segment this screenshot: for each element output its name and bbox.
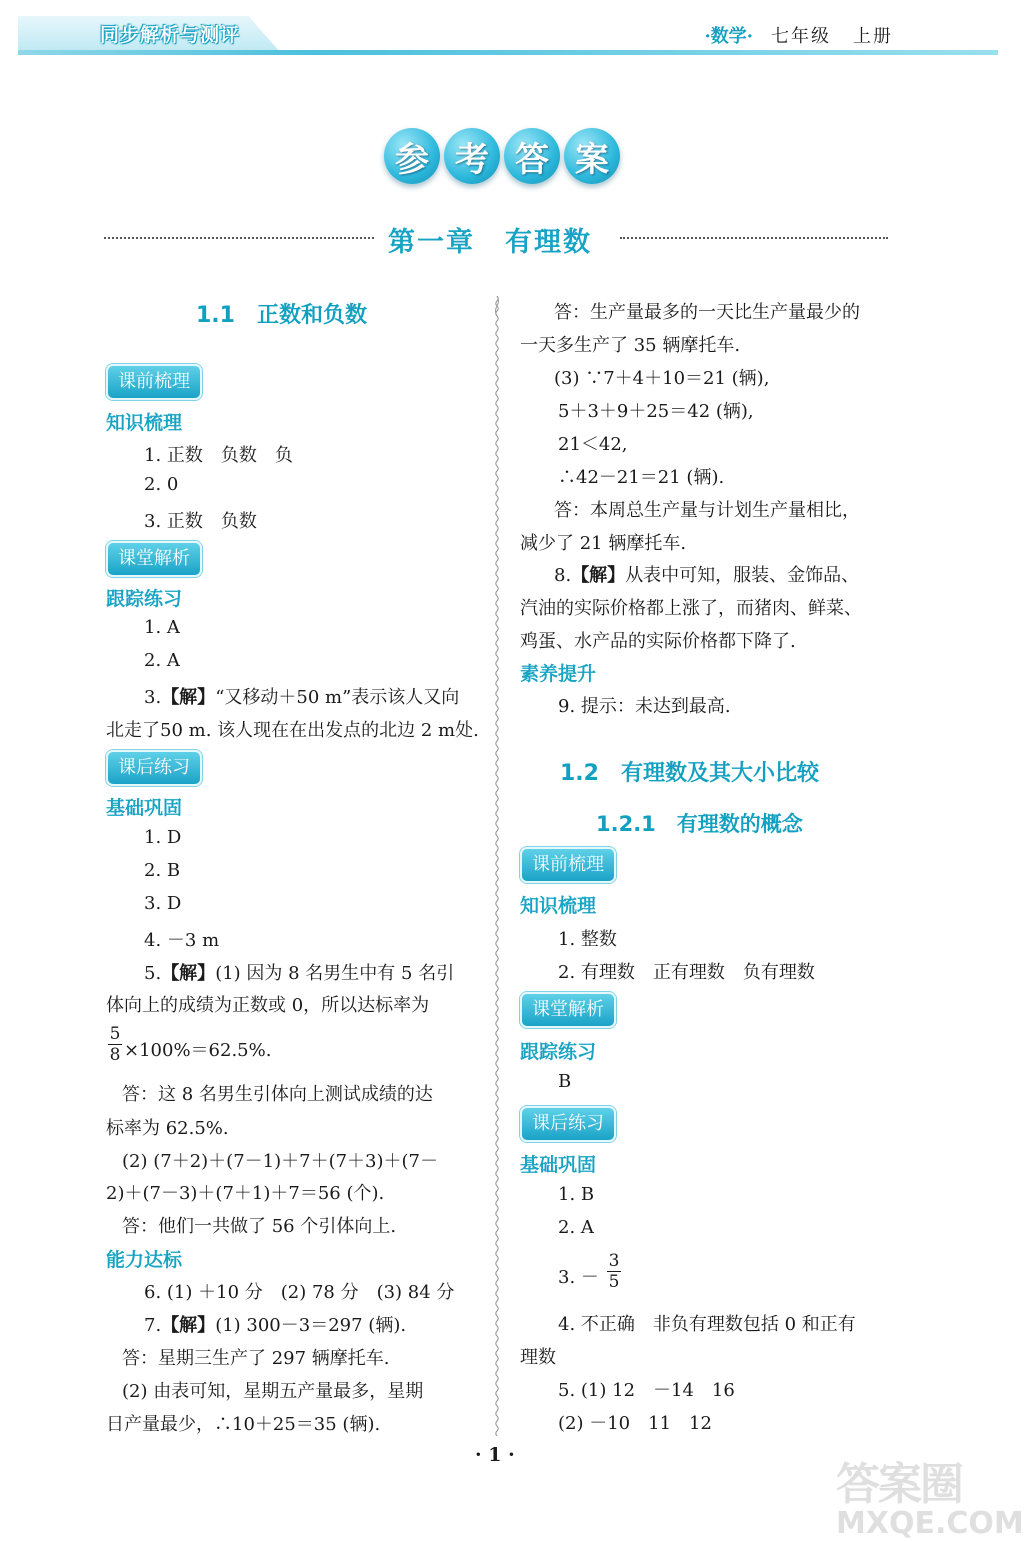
answer-line <box>144 1311 406 1337</box>
answer-line: 答：生产量最多的一天比生产量最少的 <box>554 302 860 323</box>
answer-line: 3. － <box>558 1267 599 1288</box>
answer-line: B <box>558 1071 572 1092</box>
answer-line: 理数 <box>520 1347 556 1368</box>
header-series-title: 同步解析与测评 <box>100 24 241 46</box>
subsection-heading: 素养提升 <box>520 663 597 685</box>
page-number: · 1 · <box>475 1444 515 1466</box>
answer-line: ×100%＝62.5%. <box>124 1040 272 1061</box>
question-number: 5. <box>144 963 162 984</box>
fraction-numerator: 3 <box>608 1251 620 1271</box>
page-title <box>384 128 624 188</box>
answer-line: 汽油的实际价格都上涨了，而猪肉、鲜菜、 <box>520 598 862 619</box>
subsection-title: 1.2.1 有理数的概念 <box>596 812 803 836</box>
answer-line <box>144 959 454 985</box>
answer-line: (3) ∵7＋4＋10＝21 (辆), <box>554 368 770 389</box>
answer-line: 1. 整数 <box>558 929 617 950</box>
chapter-heading <box>388 220 592 259</box>
subsection-heading: 知识梳理 <box>106 412 183 434</box>
answer-line: 2)＋(7－3)＋(7＋1)＋7＝56 (个). <box>106 1183 385 1204</box>
header-subject: ·数学· <box>704 26 753 47</box>
section-heading: 1.1 正数和负数 <box>196 303 367 328</box>
subsection-heading: 基础巩固 <box>520 1154 597 1176</box>
chapter-dotted-rule-left <box>104 237 374 239</box>
answer-line: 1. A <box>144 617 180 638</box>
answer-line: 4. 不正确 非负有理数包括 0 和正有 <box>558 1314 856 1335</box>
header-rule <box>18 50 998 55</box>
subsection-heading: 跟踪练习 <box>106 588 183 610</box>
answer-line: 3. 正数 负数 <box>144 511 257 532</box>
answer-line: 1. D <box>144 827 182 848</box>
solution-marker: 【解】 <box>161 687 216 708</box>
answer-line: 5. (1) 12 －14 16 <box>558 1380 735 1401</box>
chapter-dotted-rule-right <box>620 237 888 239</box>
answer-line: 答：他们一共做了 56 个引体向上. <box>122 1216 397 1237</box>
fraction <box>607 1251 621 1292</box>
solution-marker: 【解】 <box>571 565 626 586</box>
answer-line: 标率为 62.5%. <box>106 1118 229 1139</box>
answer-line: 2. 有理数 正有理数 负有理数 <box>558 962 815 983</box>
answer-line: 减少了 21 辆摩托车. <box>520 533 687 554</box>
answer-line: 9. 提示：未达到最高. <box>558 696 731 717</box>
subsection-heading: 基础巩固 <box>106 797 183 819</box>
answer-line <box>144 683 459 709</box>
solution-marker: 【解】 <box>161 963 216 984</box>
answer-text: “又移动＋50 m”表示该人又向 <box>215 687 460 708</box>
answer-line: 1. 正数 负数 负 <box>144 445 293 466</box>
answer-line: (2) 由表可知，星期五产量最多，星期 <box>122 1381 424 1402</box>
watermark-url: MXQE.COM <box>836 1506 1024 1541</box>
answer-line: (2) (7＋2)＋(7－1)＋7＋(7＋3)＋(7－ <box>122 1151 438 1172</box>
header-book-info <box>704 22 893 48</box>
answer-line: 3. D <box>144 893 182 914</box>
question-number: 8. <box>554 565 572 586</box>
section-heading: 1.2 有理数及其大小比较 <box>560 761 819 786</box>
column-divider <box>494 296 500 1436</box>
solution-marker: 【解】 <box>161 1315 216 1336</box>
section-tag: 课后练习 <box>106 750 202 786</box>
watermark-logo <box>836 1448 1024 1541</box>
section-tag: 课前梳理 <box>520 847 616 883</box>
answer-line: 2. A <box>558 1217 594 1238</box>
answer-line: ∴42－21＝21 (辆). <box>558 467 725 488</box>
answer-line: 2. 0 <box>144 474 179 495</box>
title-char: 考 <box>444 128 500 184</box>
fraction-denominator: 8 <box>109 1045 121 1065</box>
answer-line: 答：星期三生产了 297 辆摩托车. <box>122 1348 390 1369</box>
title-char: 案 <box>564 128 620 184</box>
answer-line: (2) －10 11 12 <box>558 1413 712 1434</box>
watermark-title: 答案圈 <box>836 1459 962 1510</box>
answer-text: (1) 300－3＝297 (辆). <box>215 1315 407 1336</box>
chapter-name: 有理数 <box>505 227 592 258</box>
header-grade: 七年级 <box>771 26 831 47</box>
answer-line: 体向上的成绩为正数或 0，所以达标率为 <box>106 995 430 1016</box>
section-tag: 课后练习 <box>520 1106 616 1142</box>
answer-line: 日产量最少，∴10＋25＝35 (辆). <box>106 1414 381 1435</box>
title-char: 答 <box>504 128 560 184</box>
answer-line: 2. B <box>144 860 181 881</box>
question-number: 3. <box>144 687 162 708</box>
fraction-numerator: 5 <box>109 1024 121 1044</box>
fraction <box>108 1024 122 1065</box>
answer-line: 鸡蛋、水产品的实际价格都下降了. <box>520 631 796 652</box>
answer-text: (1) 因为 8 名男生中有 5 名引 <box>215 963 455 984</box>
section-tag: 课堂解析 <box>520 992 616 1028</box>
section-tag: 课前梳理 <box>106 364 202 400</box>
answer-line: 6. (1) ＋10 分 (2) 78 分 (3) 84 分 <box>144 1282 455 1303</box>
question-number: 7. <box>144 1315 162 1336</box>
answer-line: 一天多生产了 35 辆摩托车. <box>520 335 741 356</box>
title-char: 参 <box>384 128 440 184</box>
answer-line: 4. －3 m <box>144 930 220 951</box>
answer-line: 答：本周总生产量与计划生产量相比， <box>554 500 860 521</box>
subsection-heading: 能力达标 <box>106 1249 183 1271</box>
answer-line: 2. A <box>144 650 180 671</box>
answer-line: 5＋3＋9＋25＝42 (辆), <box>558 401 754 422</box>
answer-text: 从表中可知，服装、金饰品、 <box>625 565 860 586</box>
subsection-heading: 知识梳理 <box>520 895 597 917</box>
subsection-heading: 跟踪练习 <box>520 1041 597 1063</box>
answer-line: 21＜42, <box>558 434 628 455</box>
answer-line <box>554 561 859 587</box>
answer-line: 答：这 8 名男生引体向上测试成绩的达 <box>122 1084 433 1105</box>
fraction-denominator: 5 <box>608 1272 620 1292</box>
answer-line: 北走了50 m. 该人现在在出发点的北边 2 m处. <box>106 720 479 741</box>
section-tag: 课堂解析 <box>106 541 202 577</box>
answer-line: 1. B <box>558 1184 595 1205</box>
chapter-number: 第一章 <box>388 227 475 258</box>
header-volume: 上册 <box>853 26 893 47</box>
